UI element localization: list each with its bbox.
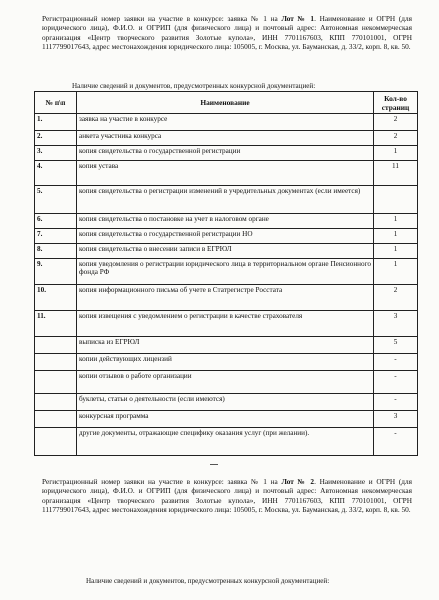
row-count: 3 xyxy=(374,311,418,337)
row-number xyxy=(35,371,77,394)
table-row xyxy=(35,114,418,131)
row-name: копия извещения с уведомлением о регистрации в качестве страхователя xyxy=(77,311,374,337)
application-header-lot-1: Регистрационный номер заявки на участие в конкурсе: заявка № 1 на Лот № 1. Наименование и ОГРН (для юридического лица), Ф.И.О. и ОГРИП (для физического лица) и почтовый адрес: Автономная некоммерческая организация «Центр творческого развития Золотые купола», ИНН 7701167603, КПП 770101001, ОГРН 1117799017643, адрес местонахождения юридического лица: 105005, г. Москва, ул. Бауманская, д. 33/2, корп. 8, кв. 50. xyxy=(42,14,412,52)
table-row xyxy=(35,131,418,146)
row-count: - xyxy=(374,354,418,371)
table-row xyxy=(35,354,418,371)
documents-table xyxy=(34,91,418,456)
header-count: Кол-во страниц xyxy=(374,92,418,114)
row-name: копия свидетельства о государственной регистрации НО xyxy=(77,229,374,244)
row-count: 1 xyxy=(374,229,418,244)
row-name: анкета участника конкурса xyxy=(77,131,374,146)
row-number xyxy=(35,354,77,371)
row-name: буклеты, статьи о деятельности (если имеются) xyxy=(77,394,374,411)
table-row xyxy=(35,229,418,244)
row-count: 5 xyxy=(374,337,418,354)
row-name: заявка на участие в конкурсе xyxy=(77,114,374,131)
table-row xyxy=(35,214,418,229)
registration-line: Регистрационный номер заявки на участие в конкурсе: заявка № 1 на xyxy=(42,14,282,23)
row-number xyxy=(35,411,77,428)
application-header-lot-2: Регистрационный номер заявки на участие в конкурсе: заявка № 1 на Лот № 2. Наименование и ОГРН (для юридического лица), Ф.И.О. и ОГРИП (для физического лица) и почтовый адрес: Автономная некоммерческая организация «Центр творческого развития Золотые купола», ИНН 7701167603, КПП 770101001, ОГРН 1117799017643, адрес местонахождения юридического лица: 105005, г. Москва, ул. Бауманская, д. 33/2, корп. 8, кв. 50. xyxy=(42,477,412,515)
table-row xyxy=(35,146,418,161)
header-name: Наименование xyxy=(77,92,374,114)
row-count: 2 xyxy=(374,114,418,131)
table-header-row xyxy=(35,92,418,114)
table-row xyxy=(35,161,418,186)
row-name: копии действующих лицензий xyxy=(77,354,374,371)
row-name: копия информационного письма об учете в Статрегистре Росстата xyxy=(77,285,374,311)
table-row xyxy=(35,285,418,311)
row-number: 10. xyxy=(35,285,77,311)
row-name: копия устава xyxy=(77,161,374,186)
row-count: - xyxy=(374,371,418,394)
row-number: 9. xyxy=(35,259,77,285)
row-count: 3 xyxy=(374,411,418,428)
table-row xyxy=(35,428,418,456)
organization-details: Наименование и ОГРН (для юридического лица), Ф.И.О. и ОГРИП (для физического лица) и почтовый адрес: Автономная некоммерческая организация «Центр творческого развития Золотые купола», ИНН 7701167603, КПП 770101001, ОГРН 1117799017643, адрес местонахождения юридического лица: 105005, г. Москва, ул. Бауманская, д. 33/2, корп. 8, кв. 50. xyxy=(42,477,412,515)
table-row xyxy=(35,259,418,285)
lot-number: Лот № 1 xyxy=(281,14,315,23)
row-count: 1 xyxy=(374,244,418,259)
row-number: 11. xyxy=(35,311,77,337)
row-name: копия свидетельства о постановке на учет в налоговом органе xyxy=(77,214,374,229)
table-row xyxy=(35,186,418,214)
row-name: копия свидетельства о внесении записи в ЕГРЮЛ xyxy=(77,244,374,259)
table-row xyxy=(35,311,418,337)
row-number: 8. xyxy=(35,244,77,259)
row-name: копии отзывов о работе организации xyxy=(77,371,374,394)
row-name: копия уведомления о регистрации юридического лица в территориальном органе Пенсионного фонда РФ xyxy=(77,259,374,285)
row-number xyxy=(35,394,77,411)
row-number: 3. xyxy=(35,146,77,161)
row-number: 1. xyxy=(35,114,77,131)
row-number xyxy=(35,428,77,456)
header-number: № п\п xyxy=(35,92,77,114)
table-row xyxy=(35,394,418,411)
row-count: 1 xyxy=(374,146,418,161)
separator-mark xyxy=(210,464,218,465)
row-number xyxy=(35,337,77,354)
row-number: 6. xyxy=(35,214,77,229)
registration-line: Регистрационный номер заявки на участие в конкурсе: заявка № 1 на xyxy=(42,477,282,486)
organization-details: Наименование и ОГРН (для юридического лица), Ф.И.О. и ОГРИП (для физического лица) и почтовый адрес: Автономная некоммерческая организация «Центр творческого развития Золотые купола», ИНН 7701167603, КПП 770101001, ОГРН 1117799017643, адрес местонахождения юридического лица: 105005, г. Москва, ул. Бауманская, д. 33/2, корп. 8, кв. 50. xyxy=(42,14,412,52)
documents-caption: Наличие сведений и документов, предусмотренных конкурсной документацией: xyxy=(86,577,330,585)
row-count: 11 xyxy=(374,161,418,186)
row-number: 5. xyxy=(35,186,77,214)
row-count: - xyxy=(374,428,418,456)
table-row xyxy=(35,337,418,354)
row-name: выписка из ЕГРЮЛ xyxy=(77,337,374,354)
table-row xyxy=(35,371,418,394)
row-number: 7. xyxy=(35,229,77,244)
row-name: копия свидетельства о государственной регистрации xyxy=(77,146,374,161)
row-name: конкурсная программа xyxy=(77,411,374,428)
row-count: - xyxy=(374,394,418,411)
row-count xyxy=(374,186,418,214)
row-count: 1 xyxy=(374,214,418,229)
table-row xyxy=(35,244,418,259)
row-name: копия свидетельства о регистрации изменений в учредительных документах (если имеется) xyxy=(77,186,374,214)
documents-caption: Наличие сведений и документов, предусмотренных конкурсной документацией: xyxy=(72,82,316,90)
row-count: 1 xyxy=(374,259,418,285)
row-number: 2. xyxy=(35,131,77,146)
lot-number: Лот № 2 xyxy=(281,477,315,486)
row-count: 2 xyxy=(374,285,418,311)
table-row xyxy=(35,411,418,428)
row-count: 2 xyxy=(374,131,418,146)
row-name: другие документы, отражающие специфику оказания услуг (при желании). xyxy=(77,428,374,456)
row-number: 4. xyxy=(35,161,77,186)
